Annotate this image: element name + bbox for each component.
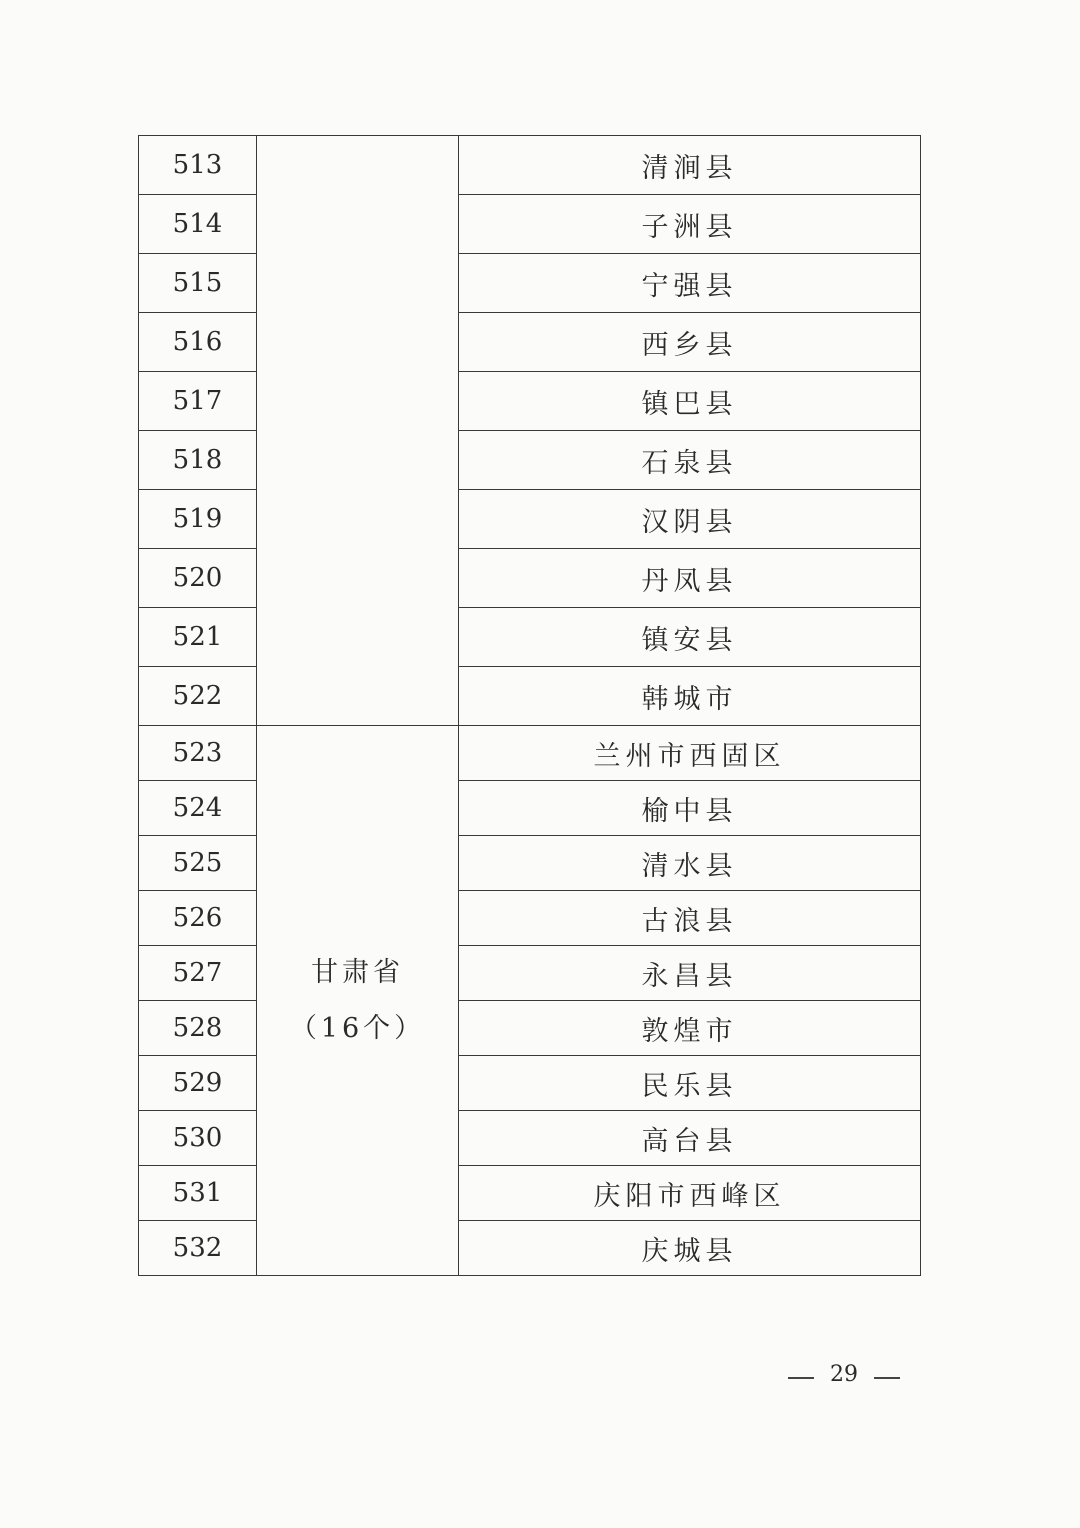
page-footer [0,1362,1080,1392]
county-name: 敦煌市 [459,1001,921,1056]
table-row [139,836,921,891]
table-row [139,549,921,608]
table-row [139,1056,921,1111]
row-number: 527 [139,946,257,1001]
county-name: 兰州市西固区 [459,726,921,781]
county-name: 高台县 [459,1111,921,1166]
county-name: 子洲县 [459,195,921,254]
province-count: （16个） [289,1012,426,1044]
page-number-dash-left [788,1377,814,1379]
row-number: 518 [139,431,257,490]
row-number: 522 [139,667,257,726]
page-number: 29 [830,1362,858,1387]
table-row [139,490,921,549]
county-name: 西乡县 [459,313,921,372]
county-name: 宁强县 [459,254,921,313]
province-cell-gansu [257,726,459,1276]
row-number: 515 [139,254,257,313]
table-row [139,1111,921,1166]
table-row [139,1221,921,1276]
table-row [139,667,921,726]
table-row [139,254,921,313]
county-name: 韩城市 [459,667,921,726]
row-number: 528 [139,1001,257,1056]
row-number: 516 [139,313,257,372]
county-name: 镇巴县 [459,372,921,431]
table-row [139,891,921,946]
row-number: 521 [139,608,257,667]
table-row [139,195,921,254]
table-row [139,781,921,836]
county-name: 民乐县 [459,1056,921,1111]
row-number: 520 [139,549,257,608]
table-row [139,726,921,781]
table-row [139,608,921,667]
province-name: 甘肃省 [311,956,404,988]
county-name: 庆阳市西峰区 [459,1166,921,1221]
row-number: 530 [139,1111,257,1166]
row-number: 529 [139,1056,257,1111]
county-name: 镇安县 [459,608,921,667]
county-name: 石泉县 [459,431,921,490]
row-number: 513 [139,136,257,195]
county-name: 清涧县 [459,136,921,195]
row-number: 514 [139,195,257,254]
row-number: 524 [139,781,257,836]
table-row [139,946,921,1001]
table-row [139,136,921,195]
county-name: 清水县 [459,836,921,891]
county-name: 丹凤县 [459,549,921,608]
county-name: 庆城县 [459,1221,921,1276]
province-cell-shaanxi [257,136,459,726]
row-number: 532 [139,1221,257,1276]
county-name: 汉阴县 [459,490,921,549]
table-row [139,1001,921,1056]
row-number: 525 [139,836,257,891]
table-row [139,313,921,372]
row-number: 517 [139,372,257,431]
row-number: 523 [139,726,257,781]
county-name: 古浪县 [459,891,921,946]
row-number: 526 [139,891,257,946]
table-row [139,372,921,431]
county-name: 永昌县 [459,946,921,1001]
table-row [139,431,921,490]
row-number: 519 [139,490,257,549]
table-row [139,1166,921,1221]
page-number-dash-right [874,1377,900,1379]
row-number: 531 [139,1166,257,1221]
county-list-table [138,135,921,1276]
county-name: 榆中县 [459,781,921,836]
